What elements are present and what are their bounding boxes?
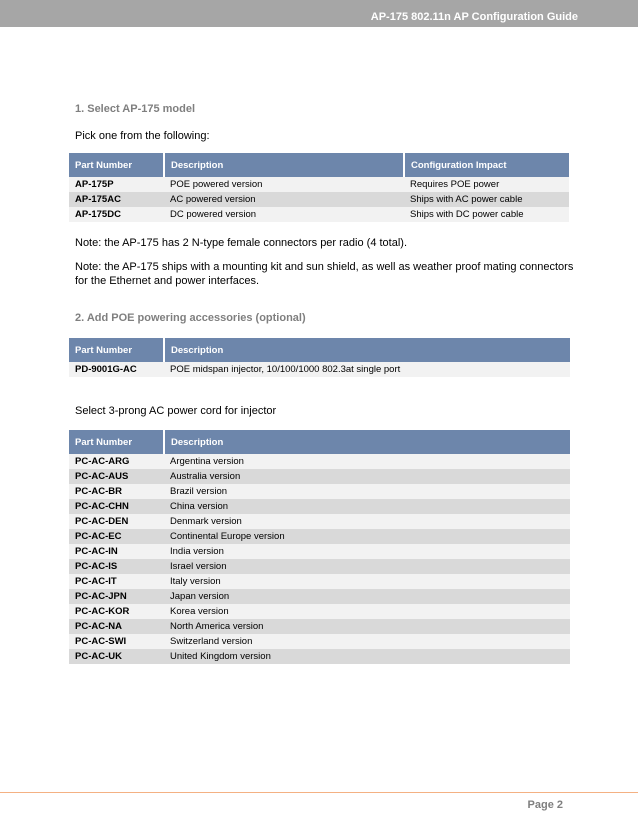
table-cell: Brazil version <box>164 484 570 499</box>
poe-table <box>69 338 570 377</box>
table-row <box>69 559 570 574</box>
table-cell: Japan version <box>164 589 570 604</box>
table-row <box>69 634 570 649</box>
part-number-cell: AP-175AC <box>69 192 164 207</box>
column-header: Part Number <box>69 338 164 362</box>
table-row <box>69 529 570 544</box>
table-cell: POE midspan injector, 10/100/1000 802.3at single port <box>164 362 570 377</box>
part-number-cell: PC-AC-SWI <box>69 634 164 649</box>
section-1-heading: 1. Select AP-175 model <box>75 103 196 115</box>
table-row <box>69 514 570 529</box>
part-number-cell: PC-AC-NA <box>69 619 164 634</box>
power-cord-table <box>69 430 570 664</box>
part-number-cell: PC-AC-BR <box>69 484 164 499</box>
table-row <box>69 589 570 604</box>
table-row <box>69 544 570 559</box>
table-cell: Denmark version <box>164 514 570 529</box>
table-row <box>69 469 570 484</box>
table-cell: Israel version <box>164 559 570 574</box>
table-row <box>69 649 570 664</box>
table-cell: Australia version <box>164 469 570 484</box>
part-number-cell: PC-AC-IN <box>69 544 164 559</box>
power-cord-intro: Select 3-prong AC power cord for injector <box>75 405 277 417</box>
part-number-cell: PC-AC-KOR <box>69 604 164 619</box>
table-row <box>69 604 570 619</box>
table-row <box>69 619 570 634</box>
table-cell: Ships with DC power cable <box>404 207 569 222</box>
table-row <box>69 499 570 514</box>
note-mounting-kit-line-2: for the Ethernet and power interfaces. <box>75 275 260 287</box>
table-row <box>69 484 570 499</box>
note-connectors: Note: the AP-175 has 2 N-type female connectors per radio (4 total). <box>75 237 408 249</box>
table-row <box>69 454 570 469</box>
part-number-cell: PC-AC-CHN <box>69 499 164 514</box>
table-cell: POE powered version <box>164 177 404 192</box>
part-number-cell: AP-175P <box>69 177 164 192</box>
table-cell: Continental Europe version <box>164 529 570 544</box>
document-title: AP-175 802.11n AP Configuration Guide <box>370 11 578 23</box>
column-header: Description <box>164 430 570 454</box>
part-number-cell: AP-175DC <box>69 207 164 222</box>
part-number-cell: PC-AC-AUS <box>69 469 164 484</box>
header-bar <box>0 0 638 27</box>
table-row <box>69 362 570 377</box>
footer-rule <box>0 792 638 793</box>
column-header: Description <box>164 338 570 362</box>
section-1-intro: Pick one from the following: <box>75 130 210 142</box>
table-row <box>69 192 569 207</box>
section-2-heading: 2. Add POE powering accessories (optional) <box>75 312 306 324</box>
table-cell: Italy version <box>164 574 570 589</box>
table-cell: North America version <box>164 619 570 634</box>
part-number-cell: PC-AC-UK <box>69 649 164 664</box>
table-row <box>69 177 569 192</box>
part-number-cell: PC-AC-DEN <box>69 514 164 529</box>
table-row <box>69 207 569 222</box>
table-cell: Switzerland version <box>164 634 570 649</box>
table-cell: Korea version <box>164 604 570 619</box>
part-number-cell: PC-AC-EC <box>69 529 164 544</box>
part-number-cell: PC-AC-ARG <box>69 454 164 469</box>
part-number-cell: PC-AC-IT <box>69 574 164 589</box>
column-header: Description <box>164 153 404 177</box>
table-row <box>69 574 570 589</box>
column-header: Configuration Impact <box>404 153 569 177</box>
part-number-cell: PC-AC-IS <box>69 559 164 574</box>
part-number-cell: PC-AC-JPN <box>69 589 164 604</box>
table-cell: India version <box>164 544 570 559</box>
table-cell: Argentina version <box>164 454 570 469</box>
part-number-cell: PD-9001G-AC <box>69 362 164 377</box>
model-table <box>69 153 569 222</box>
table-cell: United Kingdom version <box>164 649 570 664</box>
column-header: Part Number <box>69 430 164 454</box>
table-cell: Requires POE power <box>404 177 569 192</box>
table-cell: DC powered version <box>164 207 404 222</box>
page-number: Page 2 <box>527 799 563 811</box>
note-mounting-kit-line-1: Note: the AP-175 ships with a mounting kit and sun shield, as well as weather proof mating connectors <box>75 261 574 273</box>
column-header: Part Number <box>69 153 164 177</box>
table-cell: AC powered version <box>164 192 404 207</box>
table-cell: China version <box>164 499 570 514</box>
table-cell: Ships with AC power cable <box>404 192 569 207</box>
